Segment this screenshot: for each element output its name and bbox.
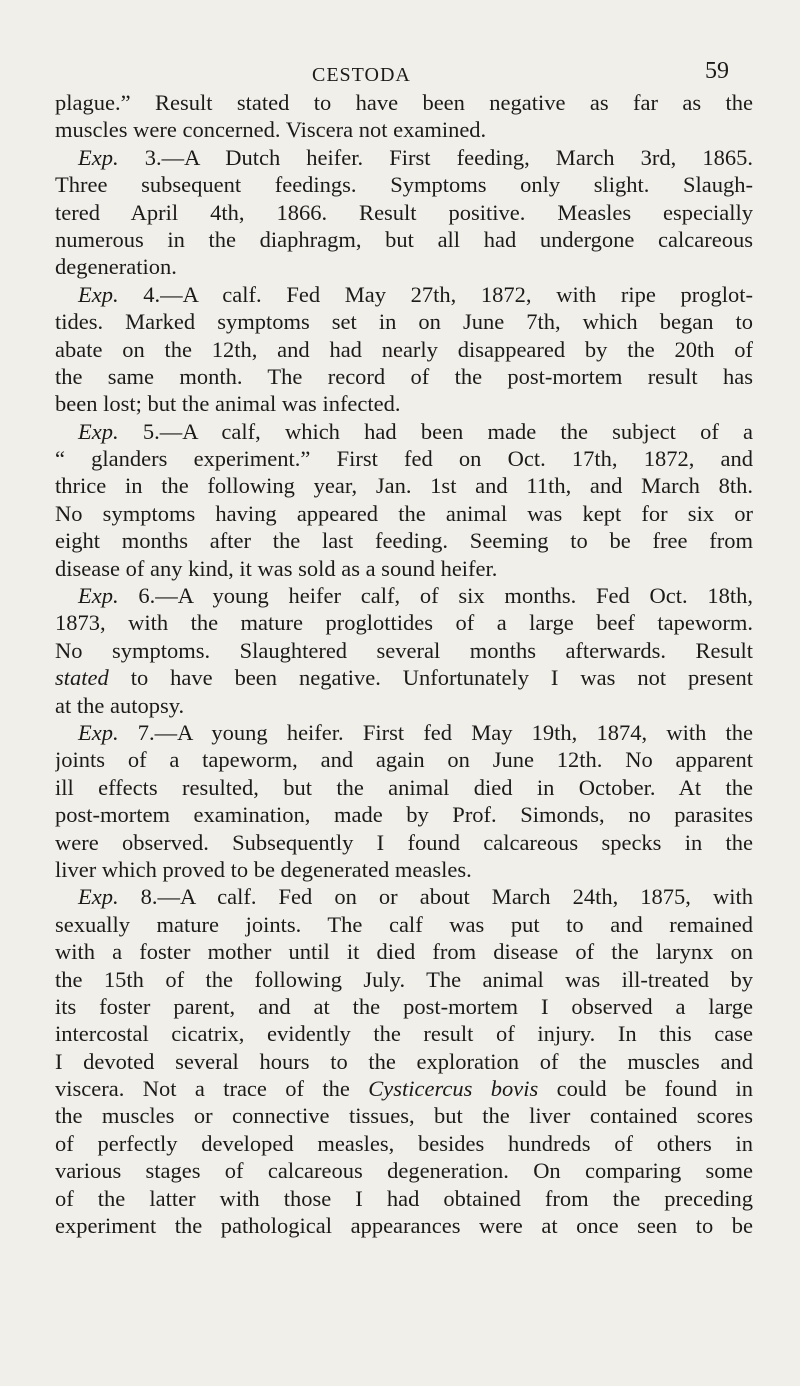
text-line (55, 1075, 753, 1102)
text-line (55, 911, 753, 938)
text-segment: thrice in the following year, Jan. 1st and 11th, and March 8th. (55, 473, 753, 499)
text-segment: degeneration. (55, 254, 177, 280)
text-line (55, 692, 753, 719)
text-line (55, 1185, 753, 1212)
running-title: CESTODA (312, 64, 411, 86)
italic-text: stated (55, 665, 109, 691)
text-segment: plague.” Result stated to have been negative as far as the (55, 90, 753, 115)
text-segment: with a foster mother until it died from disease of the larynx on (55, 939, 753, 965)
text-segment: 7.—A young heifer. First fed May 19th, 1874, with the (118, 719, 753, 745)
text-segment: various stages of calcareous degeneration. On comparing some (55, 1158, 753, 1184)
text-line (55, 609, 753, 636)
text-segment: to have been negative. Unfortunately I was not present (108, 665, 753, 691)
text-line (55, 116, 753, 143)
text-line (55, 856, 753, 883)
italic-text: Exp. (78, 719, 119, 745)
italic-text: Exp. (78, 418, 119, 444)
text-line (55, 390, 753, 417)
text-line (55, 1130, 753, 1157)
text-segment: the 15th of the following July. The animal was ill-treated by (55, 966, 753, 992)
text-segment: tides. Marked symptoms set in on June 7th, which began to (55, 309, 753, 335)
text-segment: tered April 4th, 1866. Result positive. Measles especially (55, 199, 753, 225)
text-segment: Three subsequent feedings. Symptoms only slight. Slaugh- (55, 172, 753, 198)
text-segment: the muscles or connective tissues, but the liver contained scores (55, 1103, 753, 1129)
text-line (55, 527, 753, 554)
text-line (55, 1102, 753, 1129)
text-line (55, 1212, 753, 1239)
text-line (55, 993, 753, 1020)
italic-text: Exp. (78, 884, 119, 910)
text-segment: sexually mature joints. The calf was put to and remained (55, 911, 753, 937)
text-line (55, 199, 753, 226)
text-segment: I devoted several hours to the exploration of the muscles and (55, 1048, 753, 1074)
text-segment: of the latter with those I had obtained from the preceding (55, 1185, 753, 1211)
text-segment: muscles were concerned. Viscera not examined. (55, 117, 487, 143)
text-line (55, 418, 753, 445)
text-segment: ill effects resulted, but the animal died in October. At the (55, 774, 753, 800)
text-segment: the same month. The record of the post-mortem result has (55, 363, 753, 389)
text-segment: numerous in the diaphragm, but all had undergone calcareous (55, 226, 753, 252)
text-segment: were observed. Subsequently I found calcareous specks in the (55, 829, 753, 855)
text-line (55, 89, 753, 116)
text-line (55, 637, 753, 664)
italic-text: Exp. (78, 281, 119, 307)
text-segment: 3.—A Dutch heifer. First feeding, March 3rd, 1865. (118, 144, 753, 170)
text-segment: “ glanders experiment.” First fed on Oct. 17th, 1872, and (55, 446, 753, 472)
text-line (55, 1020, 753, 1047)
page-number: 59 (705, 58, 729, 84)
text-line (55, 308, 753, 335)
text-line (55, 883, 753, 910)
text-segment: of perfectly developed measles, besides hundreds of others in (55, 1130, 753, 1156)
text-line (55, 281, 753, 308)
text-line (55, 829, 753, 856)
text-line (55, 500, 753, 527)
text-line (55, 801, 753, 828)
text-line (55, 171, 753, 198)
text-line (55, 253, 753, 280)
text-segment: disease of any kind, it was sold as a sound heifer. (55, 555, 498, 581)
text-line (55, 1048, 753, 1075)
text-line (55, 555, 753, 582)
text-segment: 6.—A young heifer calf, of six months. Fed Oct. 18th, (118, 583, 753, 609)
text-line (55, 445, 753, 472)
running-head (0, 58, 800, 88)
text-segment: viscera. Not a trace of the (55, 1076, 369, 1102)
text-line (55, 746, 753, 773)
text-line (55, 938, 753, 965)
text-segment: 4.—A calf. Fed May 27th, 1872, with ripe proglot- (118, 281, 753, 307)
text-segment: experiment the pathological appearances were at once seen to be (55, 1213, 753, 1239)
italic-text: Cysticercus bovis (368, 1076, 539, 1102)
text-line (55, 719, 753, 746)
text-line (55, 144, 753, 171)
text-line (55, 363, 753, 390)
text-segment: been lost; but the animal was infected. (55, 391, 401, 417)
text-segment: No symptoms having appeared the animal was kept for six or (55, 500, 753, 526)
text-segment: 5.—A calf, which had been made the subject of a (118, 418, 753, 444)
text-line (55, 336, 753, 363)
text-line (55, 774, 753, 801)
text-segment: eight months after the last feeding. Seeming to be free from (55, 528, 753, 554)
text-line (55, 664, 753, 691)
text-segment: post-mortem examination, made by Prof. Simonds, no parasites (55, 802, 753, 828)
text-line (55, 472, 753, 499)
text-segment: abate on the 12th, and had nearly disappeared by the 20th of (55, 336, 753, 362)
text-line (55, 582, 753, 609)
body-text (55, 89, 753, 1239)
italic-text: Exp. (78, 144, 119, 170)
text-line (55, 966, 753, 993)
text-segment: at the autopsy. (55, 692, 185, 718)
text-segment: intercostal cicatrix, evidently the result of injury. In this case (55, 1021, 753, 1047)
text-segment: 1873, with the mature proglottides of a large beef tapeworm. (55, 610, 753, 636)
text-segment: its foster parent, and at the post-mortem I observed a large (55, 993, 753, 1019)
italic-text: Exp. (78, 583, 119, 609)
text-line (55, 226, 753, 253)
text-segment: No symptoms. Slaughtered several months afterwards. Result (55, 637, 753, 663)
text-segment: joints of a tapeworm, and again on June 12th. No apparent (55, 747, 753, 773)
text-line (55, 1157, 753, 1184)
text-segment: 8.—A calf. Fed on or about March 24th, 1875, with (118, 884, 753, 910)
text-segment: liver which proved to be degenerated measles. (55, 856, 472, 882)
text-segment: could be found in (538, 1076, 753, 1102)
